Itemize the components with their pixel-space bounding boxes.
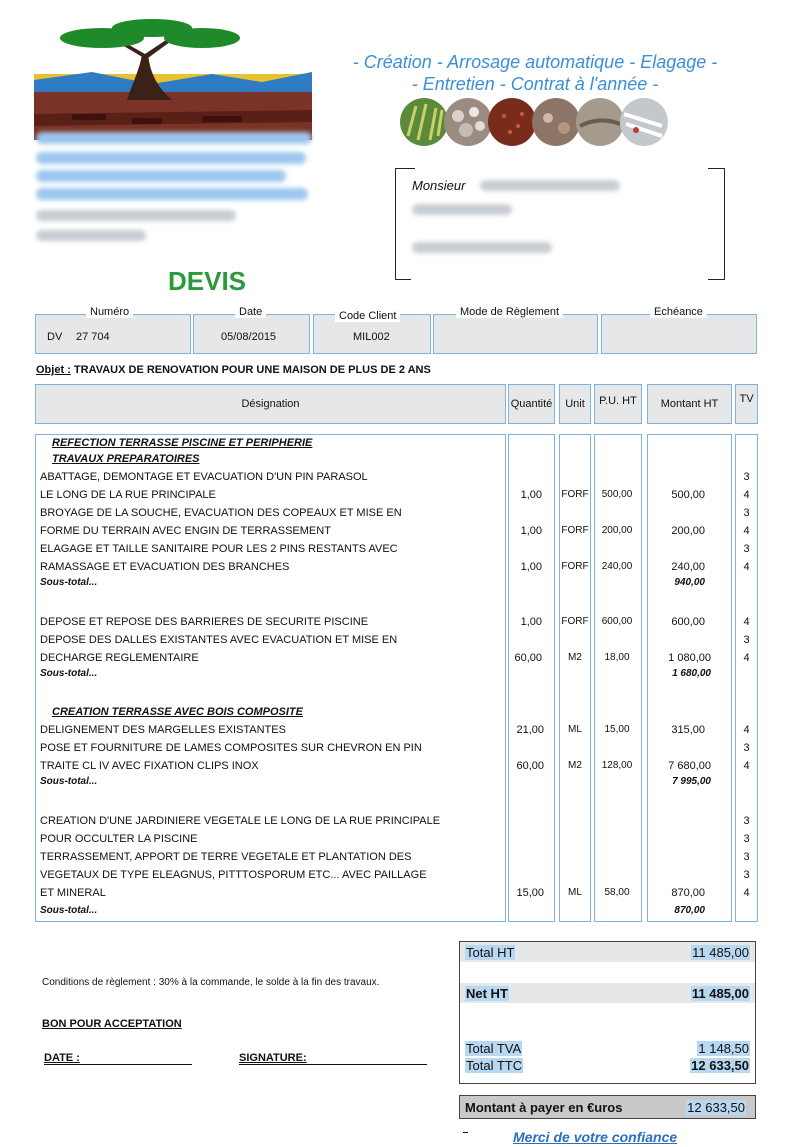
- line-designation: ABATTAGE, DEMONTAGE ET EVACUATION D'UN PIN PARASOL: [40, 471, 368, 483]
- line-tva: 3: [743, 851, 750, 863]
- line-pu: 240,00: [601, 561, 633, 572]
- col-quantite-header: Quantité: [508, 384, 555, 424]
- line-pu: 18,00: [604, 652, 630, 663]
- client-salutation: Monsieur: [412, 178, 466, 193]
- line-tva: 4: [743, 652, 750, 664]
- line-designation: RAMASSAGE ET EVACUATION DES BRANCHES: [40, 561, 290, 573]
- subtotal-label: Sous-total...: [40, 905, 98, 916]
- mode-reglement-box: [433, 314, 598, 354]
- line-tva: 3: [743, 543, 750, 555]
- subtotal-amount: 1 680,00: [672, 668, 711, 679]
- line-pu: 500,00: [601, 489, 633, 500]
- line-tva: 4: [743, 887, 750, 899]
- line-designation: BROYAGE DE LA SOUCHE, EVACUATION DES COPEAUX ET MISE EN: [40, 507, 402, 519]
- col-tva-header: TV: [735, 384, 758, 424]
- subtotal-label: Sous-total...: [40, 577, 98, 588]
- document-title: DEVIS: [168, 266, 247, 296]
- amount-due-value: 12 633,50: [687, 1100, 745, 1115]
- line-designation: POUR OCCULTER LA PISCINE: [40, 833, 198, 845]
- numero-prefix: DV: [47, 331, 63, 343]
- section-travaux-preparatoires: TRAVAUX PREPARATOIRES: [52, 453, 200, 465]
- line-amount: 7 680,00: [668, 760, 711, 772]
- line-tva: 4: [743, 724, 750, 736]
- line-unit: M2: [568, 652, 582, 663]
- line-qty: 1,00: [520, 561, 542, 573]
- line-designation: TERRASSEMENT, APPORT DE TERRE VEGETALE ET PLANTATION DES: [40, 851, 412, 863]
- total-ttc-value: 12 633,50: [691, 1058, 749, 1073]
- line-unit: M2: [568, 760, 582, 771]
- col-designation-header: Désignation: [35, 384, 506, 424]
- line-designation: DEPOSE DES DALLES EXISTANTES AVEC EVACUATION ET MISE EN: [40, 634, 398, 646]
- date-label: Date: [235, 306, 266, 318]
- company-phone-redacted: [36, 152, 306, 164]
- acceptance-title: BON POUR ACCEPTATION: [42, 1018, 182, 1030]
- line-unit: FORF: [561, 561, 589, 572]
- echeance-box: [601, 314, 757, 354]
- net-ht-label: Net HT: [466, 986, 508, 1001]
- line-amount: 1 080,00: [668, 652, 711, 664]
- line-qty: 1,00: [520, 616, 542, 628]
- objet-label: Objet :: [36, 364, 71, 376]
- client-street-redacted: [412, 204, 512, 215]
- slogan-line-1: - Création - Arrosage automatique - Elagage -: [352, 52, 718, 72]
- total-ht-label: Total HT: [466, 945, 515, 960]
- line-designation: DELIGNEMENT DES MARGELLES EXISTANTES: [40, 724, 286, 736]
- line-pu: 600,00: [601, 616, 633, 627]
- date-value: 05/08/2015: [221, 331, 277, 343]
- line-unit: ML: [568, 887, 582, 898]
- mode-reglement-label: Mode de Règlement: [456, 306, 563, 318]
- line-designation: ET MINERAL: [40, 887, 106, 899]
- line-tva: 3: [743, 869, 750, 881]
- line-designation: FORME DU TERRAIN AVEC ENGIN DE TERRASSEMENT: [40, 525, 331, 537]
- company-web-redacted: [36, 170, 286, 182]
- thanks-message: Merci de votre confiance: [513, 1129, 678, 1145]
- line-pu: 200,00: [601, 525, 633, 536]
- line-tva: 3: [743, 471, 750, 483]
- line-tva: 3: [743, 833, 750, 845]
- line-amount: 315,00: [671, 724, 705, 736]
- line-pu: 128,00: [601, 760, 633, 771]
- line-designation: DEPOSE ET REPOSE DES BARRIERES DE SECURITE PISCINE: [40, 616, 369, 628]
- col-unit-header: Unit: [559, 384, 591, 424]
- client-city-redacted: [412, 242, 552, 253]
- line-designation: ELAGAGE ET TAILLE SANITAIRE POUR LES 2 PINS RESTANTS AVEC: [40, 543, 398, 555]
- line-tva: 3: [743, 507, 750, 519]
- acceptance-date-label: DATE :: [44, 1052, 80, 1064]
- col-pu-header: P.U. HT: [594, 384, 642, 424]
- line-tva: 3: [743, 742, 750, 754]
- total-tva-value: 1 148,50: [698, 1041, 749, 1056]
- subtotal-amount: 940,00: [674, 577, 705, 588]
- line-designation: LE LONG DE LA RUE PRINCIPALE: [40, 489, 216, 501]
- line-qty: 60,00: [516, 760, 544, 772]
- acceptance-signature-label: SIGNATURE:: [239, 1052, 307, 1064]
- line-qty: 1,00: [520, 525, 542, 537]
- line-tva: 4: [743, 489, 750, 501]
- subtotal-amount: 7 995,00: [672, 776, 711, 787]
- line-designation: POSE ET FOURNITURE DE LAMES COMPOSITES SUR CHEVRON EN PIN: [40, 742, 422, 754]
- company-siret-redacted: [36, 210, 236, 221]
- subtotal-amount: 870,00: [674, 905, 705, 916]
- line-unit: FORF: [561, 525, 589, 536]
- service-photos: [400, 96, 672, 148]
- code-client-label: Code Client: [335, 310, 400, 322]
- col-quantite: [508, 434, 555, 922]
- payment-conditions: Conditions de règlement : 30% à la commande, le solde à la fin des travaux.: [42, 977, 380, 988]
- col-unit: [559, 434, 591, 922]
- line-qty: 21,00: [516, 724, 544, 736]
- col-pu: [594, 434, 642, 922]
- line-tva: 4: [743, 616, 750, 628]
- total-ttc-label: Total TTC: [466, 1058, 523, 1073]
- code-client-value: MIL002: [353, 331, 390, 343]
- numero-value: 27 704: [76, 331, 110, 343]
- line-unit: FORF: [561, 616, 589, 627]
- line-designation: VEGETAUX DE TYPE ELEAGNUS, PITTTOSPORUM ETC... AVEC PAILLAGE: [40, 869, 427, 881]
- line-amount: 870,00: [671, 887, 705, 899]
- line-unit: FORF: [561, 489, 589, 500]
- section-creation-terrasse: CREATION TERRASSE AVEC BOIS COMPOSITE: [52, 706, 303, 718]
- company-tva-redacted: [36, 230, 146, 241]
- total-ht-value: 11 485,00: [692, 945, 749, 960]
- objet: [36, 364, 431, 376]
- line-tva: 4: [743, 561, 750, 573]
- line-pu: 15,00: [604, 724, 630, 735]
- line-unit: ML: [568, 724, 582, 735]
- line-tva: 3: [743, 634, 750, 646]
- line-pu: 58,00: [604, 887, 630, 898]
- line-qty: 1,00: [520, 489, 542, 501]
- col-montant-header: Montant HT: [647, 384, 732, 424]
- slogan-line-2: - Entretien - Contrat à l'année -: [411, 74, 659, 94]
- line-qty: 15,00: [516, 887, 544, 899]
- objet-text: TRAVAUX DE RENOVATION POUR UNE MAISON DE PLUS DE 2 ANS: [73, 364, 431, 376]
- numero-label: Numéro: [86, 306, 133, 318]
- echeance-label: Echéance: [650, 306, 707, 318]
- client-name-redacted: [480, 180, 620, 191]
- line-tva: 3: [743, 815, 750, 827]
- net-ht-value: 11 485,00: [691, 986, 749, 1001]
- line-designation: CREATION D'UNE JARDINIERE VEGETALE LE LONG DE LA RUE PRINCIPALE: [40, 815, 441, 827]
- line-designation: DECHARGE REGLEMENTAIRE: [40, 652, 199, 664]
- amount-due-label: Montant à payer en €uros: [465, 1100, 623, 1115]
- acceptance-signature-field: [239, 1052, 427, 1065]
- footer-dash: [463, 1132, 468, 1133]
- acceptance-date-field: [44, 1052, 192, 1065]
- line-tva: 4: [743, 525, 750, 537]
- subtotal-label: Sous-total...: [40, 668, 98, 679]
- line-amount: 500,00: [671, 489, 705, 501]
- line-tva: 4: [743, 760, 750, 772]
- line-qty: 60,00: [514, 652, 542, 664]
- total-tva-label: Total TVA: [466, 1041, 522, 1056]
- section-refection: REFECTION TERRASSE PISCINE ET PERIPHERIE: [52, 437, 313, 449]
- subtotal-label: Sous-total...: [40, 776, 98, 787]
- line-amount: 600,00: [671, 616, 705, 628]
- company-address-redacted: [36, 132, 312, 144]
- line-designation: TRAITE CL IV AVEC FIXATION CLIPS INOX: [40, 760, 259, 772]
- company-email-redacted: [36, 188, 308, 200]
- line-amount: 200,00: [671, 525, 705, 537]
- line-amount: 240,00: [671, 561, 705, 573]
